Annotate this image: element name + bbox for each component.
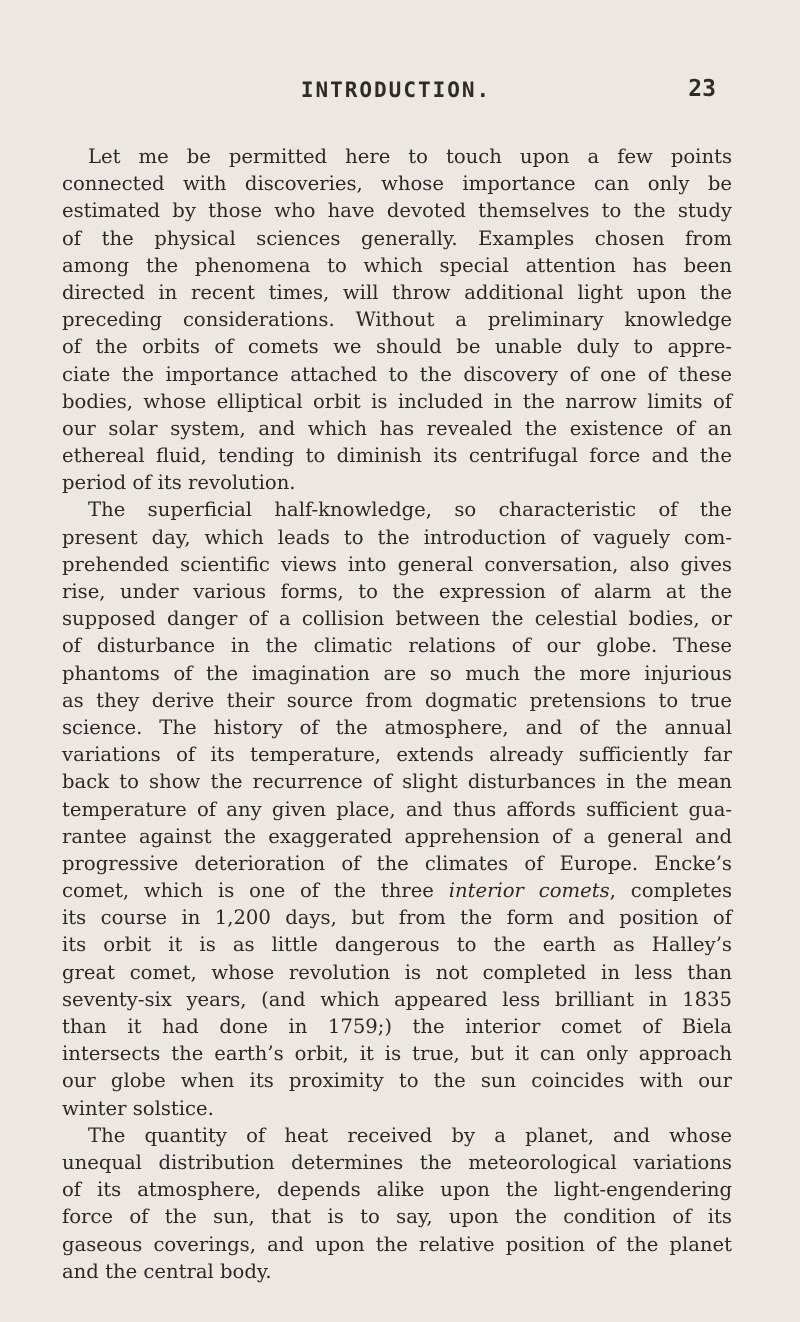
text-line: gaseous coverings, and upon the relative position of the planet (62, 1232, 732, 1256)
text-line: our solar system, and which has revealed the existence of an (62, 416, 732, 440)
text-line: seventy-six years, (and which appeared less brilliant in 1835 (62, 987, 732, 1011)
italic-term: interior comets (448, 879, 610, 903)
text-line: and the central body. (62, 1259, 272, 1283)
text-line: preceding considerations. Without a preliminary knowledge (62, 308, 732, 332)
text-line: of the orbits of comets we should be unable duly to appre- (62, 335, 732, 359)
text-segment: , completes (609, 879, 732, 903)
text-line: temperature of any given place, and thus affords sufficient gua- (62, 797, 732, 821)
text-segment: comet, which is one of the three (62, 879, 434, 903)
text-line: period of its revolution. (62, 471, 296, 495)
text-line: estimated by those who have devoted themselves to the study (62, 199, 732, 223)
text-line: variations of its temperature, extends already sufficiently far (62, 743, 732, 767)
text-line: ciate the importance attached to the discovery of one of these (62, 362, 732, 386)
text-line: intersects the earth’s orbit, it is true, but it can only approach (62, 1042, 732, 1066)
text-line: force of the sun, that is to say, upon the condition of its (62, 1205, 732, 1229)
text-line: The quantity of heat received by a planet, and whose (88, 1123, 732, 1147)
text-line: of the physical sciences generally. Examples chosen from (62, 226, 732, 250)
text-line: its orbit it is as little dangerous to the earth as Halley’s (62, 933, 732, 957)
text-line: directed in recent times, will throw additional light upon the (62, 280, 732, 304)
text-line: winter solstice. (62, 1096, 214, 1120)
running-head (62, 78, 730, 108)
text-line: supposed danger of a collision between the celestial bodies, or (62, 607, 732, 631)
text-line: bodies, whose elliptical orbit is included in the narrow limits of (62, 389, 732, 413)
text-line: ethereal fluid, tending to diminish its centrifugal force and the (62, 444, 732, 468)
text-line: our globe when its proximity to the sun coincides with our (62, 1069, 732, 1093)
text-line: of disturbance in the climatic relations of our globe. These (62, 634, 732, 658)
text-line: prehended scientific views into general conversation, also gives (62, 552, 732, 576)
text-line: The superficial half-knowledge, so characteristic of the (88, 498, 732, 522)
text-line: connected with discoveries, whose importance can only be (62, 172, 732, 196)
text-line: progressive deterioration of the climates of Europe. Encke’s (62, 851, 732, 875)
text-line: present day, which leads to the introduction of vaguely com- (62, 525, 732, 549)
text-line: of its atmosphere, depends alike upon the light-engendering (62, 1178, 732, 1202)
text-line: among the phenomena to which special attention has been (62, 253, 732, 277)
text-line: Let me be permitted here to touch upon a few points (88, 145, 732, 168)
text-line: unequal distribution determines the meteorological variations (62, 1150, 732, 1174)
text-line: as they derive their source from dogmatic pretensions to true (62, 688, 732, 712)
text-line: back to show the recurrence of slight disturbances in the mean (62, 770, 732, 794)
running-title: INTRODUCTION. (300, 78, 492, 102)
text-line-mixed (62, 877, 732, 904)
text-line: rise, under various forms, to the expression of alarm at the (62, 580, 732, 603)
text-line: rantee against the exaggerated apprehension of a general and (62, 824, 732, 848)
text-line: than it had done in 1759;) the interior comet of Biela (62, 1015, 732, 1038)
text-line: science. The history of the atmosphere, and of the annual (62, 715, 732, 739)
page-number: 23 (688, 76, 716, 102)
text-line: phantoms of the imagination are so much the more injurious (62, 661, 732, 685)
text-line: great comet, whose revolution is not completed in less than (62, 960, 732, 984)
text-line: its course in 1,200 days, but from the form and position of (62, 906, 732, 930)
body-text (62, 143, 732, 1285)
